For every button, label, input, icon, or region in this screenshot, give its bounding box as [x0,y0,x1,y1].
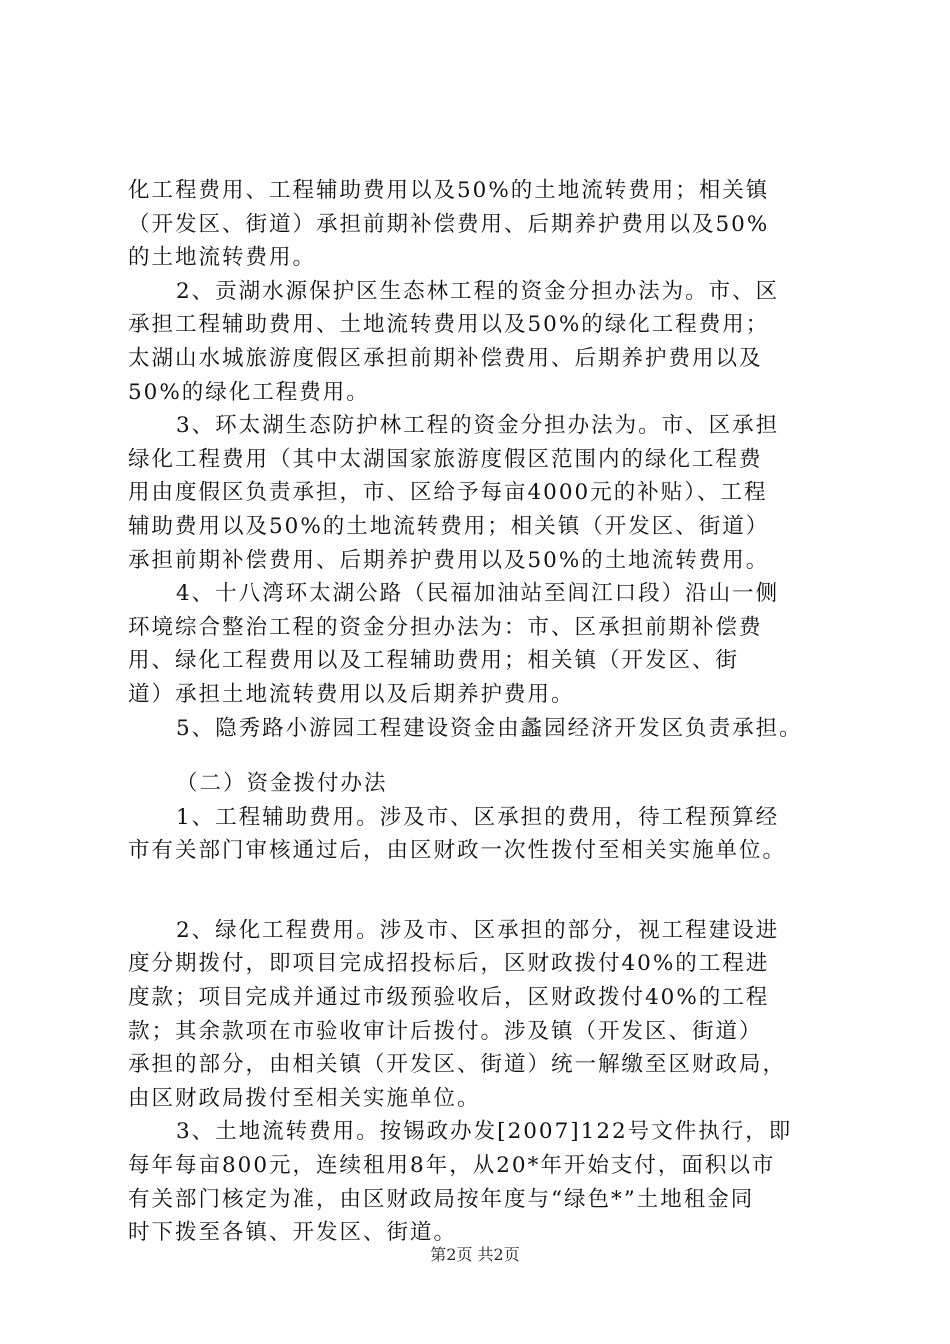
text-line: 承担的部分，由相关镇（开发区、街道）统一解缴至区财政局， [128,1052,787,1078]
document-body [128,174,850,1250]
text-line: 度分期拨付，即项目完成招投标后，区财政拨付40%的工程进 [128,951,770,977]
text-line: 用由度假区负责承担，市、区给予每亩4000元的补贴）、工程 [128,480,768,506]
text-line: 用、绿化工程费用以及工程辅助费用；相关镇（开发区、街 [128,648,740,674]
text-line: 的土地流转费用。 [128,245,317,271]
text-line: 环境综合整治工程的资金分担办法为：市、区承担前期补偿费 [128,614,763,640]
paragraph-gap [128,745,850,767]
paragraph-gap [128,868,850,914]
text-line: （开发区、街道）承担前期补偿费用、后期养护费用以及50% [128,211,770,237]
text-line: 5、隐秀路小游园工程建设资金由蠡园经济开发区负责承担。 [176,715,803,741]
text-line: 2、绿化工程费用。涉及市、区承担的部分，视工程建设进 [176,917,780,943]
text-line: 市有关部门审核通过后，由区财政一次性拨付至相关实施单位。 [128,838,787,864]
text-line: 2、贡湖水源保护区生态林工程的资金分担办法为。市、区 [176,278,780,304]
text-line: 由区财政局拨付至相关实施单位。 [128,1085,481,1111]
text-line: 承担前期补偿费用、后期养护费用以及50%的土地流转费用。 [128,547,770,573]
text-line: 4、十八湾环太湖公路（民福加油站至闾江口段）沿山一侧 [176,581,780,607]
page-number-footer: 第2页 共2页 [430,1245,520,1264]
text-line: 时下拨至各镇、开发区、街道。 [128,1220,458,1246]
text-line: 1、工程辅助费用。涉及市、区承担的费用，待工程预算经 [176,804,780,830]
text-line: 有关部门核定为准，由区财政局按年度与“绿色*”土地租金同 [128,1186,755,1212]
text-line: 3、土地流转费用。按锡政办发[2007]122号文件执行，即 [176,1119,793,1145]
text-line: 化工程费用、工程辅助费用以及50%的土地流转费用；相关镇 [128,178,770,203]
text-line: 3、环太湖生态防护林工程的资金分担办法为。市、区承担 [176,413,780,439]
text-line: 50%的绿化工程费用。 [128,379,370,405]
text-line: 度款；项目完成并通过市级预验收后，区财政拨付40%的工程 [128,985,770,1011]
text-line: 每年每亩800元，连续租用8年，从20*年开始支付，面积以市 [128,1153,776,1179]
text-line: 太湖山水城旅游度假区承担前期补偿费用、后期养护费用以及 [128,345,763,371]
text-line: 绿化工程费用（其中太湖国家旅游度假区范围内的绿化工程费 [128,446,763,472]
section-heading: （二）资金拨付办法 [176,771,388,797]
text-line: 款；其余款项在市验收审计后拨付。涉及镇（开发区、街道） [128,1018,763,1044]
text-line: 道）承担土地流转费用以及后期养护费用。 [128,681,575,707]
text-line: 辅助费用以及50%的土地流转费用；相关镇（开发区、街道） [128,513,770,539]
text-line: 承担工程辅助费用、土地流转费用以及50%的绿化工程费用； [128,312,770,338]
